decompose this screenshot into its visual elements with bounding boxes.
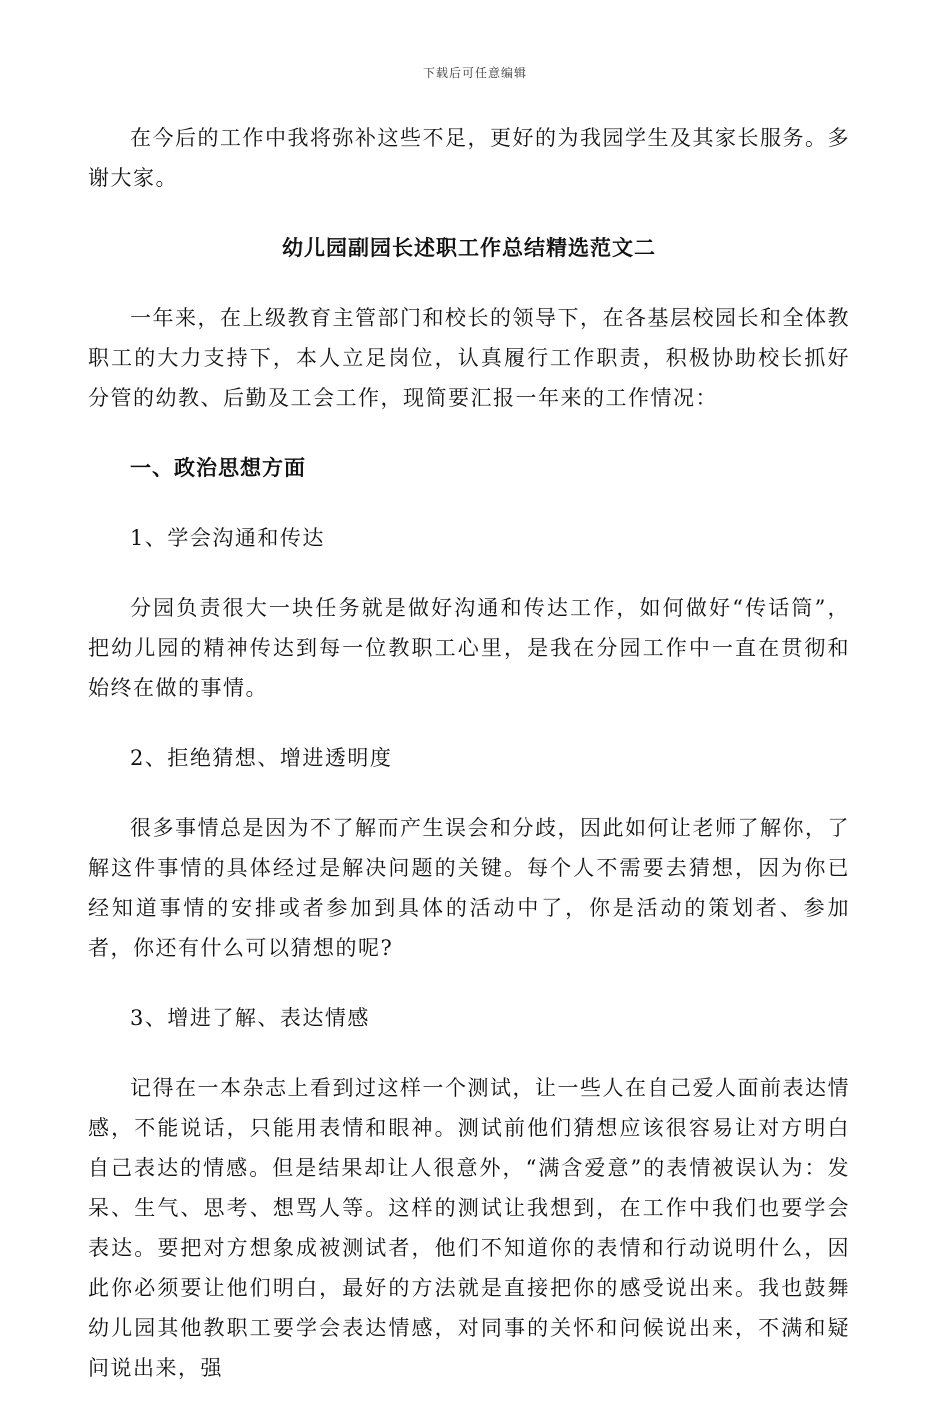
header-note: 下载后可任意编辑 — [422, 66, 527, 80]
item-paragraph-transparency: 很多事情总是因为不了解而产生误会和分歧，因此如何让老师了解你，了解这件事情的具体经过是解决问题的关键。每个人不需要去猜想，因为你已经知道事情的安排或者参加到具体的活动中了，你是活动的策划者、参加者，你还有什么可以猜想的呢? — [88, 816, 850, 960]
section-heading-politics: 一、政治思想方面 — [130, 455, 306, 480]
document-body — [88, 118, 850, 1418]
item-heading-transparency: 2、拒绝猜想、增进透明度 — [130, 746, 393, 770]
item-heading-expression: 3、增进了解、表达情感 — [130, 1006, 370, 1030]
opening-paragraph: 一年来，在上级教育主管部门和校长的领导下，在各基层校园长和全体教职工的大力支持下，本人立足岗位，认真履行工作职责，积极协助校长抓好分管的幼教、后勤及工会工作，现简要汇报一年来的工作情况： — [88, 306, 850, 410]
intro-paragraph: 在今后的工作中我将弥补这些不足，更好的为我园学生及其家长服务。多谢大家。 — [88, 126, 850, 190]
item-paragraph-communication: 分园负责很大一块任务就是做好沟通和传达工作，如何做好“传话筒”，把幼儿园的精神传达到每一位教职工心里，是我在分园工作中一直在贯彻和始终在做的事情。 — [88, 596, 850, 700]
item-paragraph-expression: 记得在一本杂志上看到过这样一个测试，让一些人在自己爱人面前表达情感，不能说话，只能用表情和眼神。测试前他们猜想应该很容易让对方明白自己表达的情感。但是结果却让人很意外，“满含爱意”的表情被误认为：发呆、生气、思考、想骂人等。这样的测试让我想到，在工作中我们也要学会表达。要把对方想象成被测试者，他们不知道你的表情和行动说明什么，因此你必须要让他们明白，最好的方法就是直接把你的感受说出来。我也鼓舞幼儿园其他教职工要学会表达情感，对同事的关怀和问候说出来，不满和疑问说出来，强 — [88, 1076, 850, 1380]
document-title: 幼儿园副园长述职工作总结精选范文二 — [282, 235, 656, 260]
item-heading-communication: 1、学会沟通和传达 — [130, 526, 325, 550]
